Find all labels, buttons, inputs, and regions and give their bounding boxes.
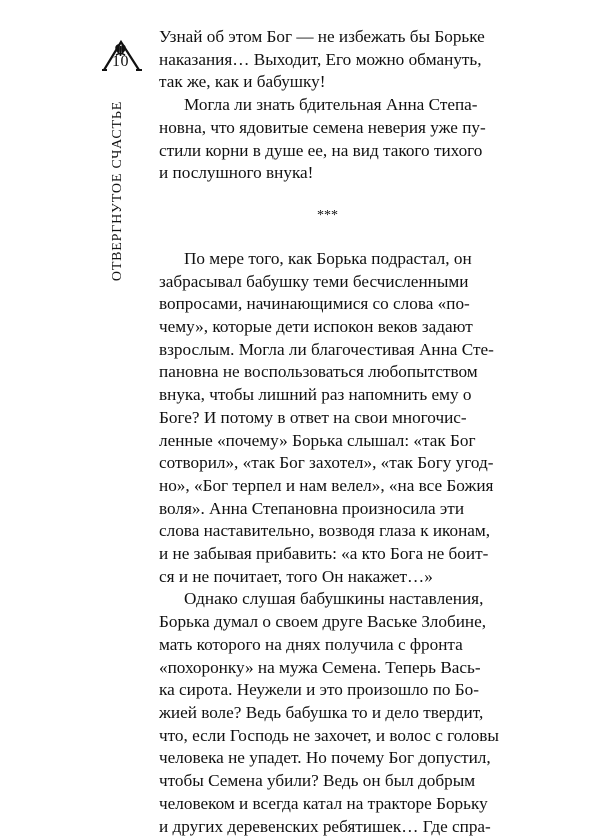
- paragraph-3-line-10: сотворил», «так Бог захотел», «так Богу угод-: [159, 452, 496, 475]
- paragraph-4-line-9: чтобы Семена убили? Ведь он был добрым: [159, 770, 496, 793]
- paragraph-2-line-2: новна, что ядовитые семена неверия уже пу-: [159, 117, 496, 140]
- paragraph-3-line-6: пановна не воспользоваться любопытством: [159, 361, 496, 384]
- paragraph-3-line-9: ленные «почему» Борька слышал: «так Бог: [159, 430, 496, 453]
- paragraph-3-line-14: и не забывая прибавить: «а кто Бога не боит-: [159, 543, 496, 566]
- paragraph-4-line-10: человеком и всегда катал на тракторе Борьку: [159, 793, 496, 816]
- paragraph-4-line-5: ка сирота. Неужели и это произошло по Бо-: [159, 679, 496, 702]
- page-number: 10: [112, 54, 129, 70]
- paragraph-4-line-6: жией воле? Ведь бабушка то и дело твердит,: [159, 702, 496, 725]
- paragraph-3-line-12: воля». Анна Степановна произносила эти: [159, 498, 496, 521]
- paragraph-4-line-7: что, если Господь не захочет, и волос с головы: [159, 725, 496, 748]
- paragraph-3-line-4: чему», которые дети испокон веков задают: [159, 316, 496, 339]
- paragraph-2-line-1: Могла ли знать бдительная Анна Степа-: [159, 94, 496, 117]
- paragraph-3-line-2: забрасывал бабушку теми бесчисленными: [159, 271, 496, 294]
- paragraph-3-line-15: ся и не почитает, того Он накажет…»: [159, 566, 496, 589]
- paragraph-1: [159, 26, 496, 94]
- section-separator: ***: [159, 196, 496, 237]
- paragraph-2-line-3: стили корни в душе ее, на вид такого тихого: [159, 140, 496, 163]
- paragraph-3-line-5: взрослым. Могла ли благочестивая Анна Сте-: [159, 339, 496, 362]
- paragraph-3-line-1: По мере того, как Борька подрастал, он: [159, 248, 496, 271]
- paragraph-1-line-3: так же, как и бабушку!: [159, 71, 496, 94]
- paragraph-2-line-4: и послушного внука!: [159, 162, 496, 185]
- paragraph-3-line-7: внука, чтобы лишний раз напомнить ему о: [159, 384, 496, 407]
- paragraph-3: [159, 248, 496, 589]
- paragraph-1-line-1: Узнай об этом Бог — не избежать бы Борьке: [159, 26, 496, 49]
- main-text-column: [159, 26, 496, 838]
- paragraph-3-line-3: вопросами, начинающимися со слова «по-: [159, 293, 496, 316]
- paragraph-4-line-3: мать которого на днях получила с фронта: [159, 634, 496, 657]
- paragraph-4: [159, 588, 496, 838]
- paragraph-4-line-4: «похоронку» на мужа Семена. Теперь Вась-: [159, 657, 496, 680]
- paragraph-4-line-8: человека не упадет. Но почему Бог допустил,: [159, 747, 496, 770]
- paragraph-4-line-11: и других деревенских ребятишек… Где спра-: [159, 816, 496, 838]
- paragraph-3-line-8: Боге? И потому в ответ на свои многочис-: [159, 407, 496, 430]
- paragraph-4-line-2: Борька думал о своем друге Ваське Злобине,: [159, 611, 496, 634]
- paragraph-1-line-2: наказания… Выходит, Его можно обмануть,: [159, 49, 496, 72]
- running-title: ОТВЕРГНУТОЕ СЧАСТЬЕ: [110, 96, 126, 286]
- paragraph-4-line-1: Однако слушая бабушкины наставления,: [159, 588, 496, 611]
- running-title-container: [104, 96, 132, 286]
- paragraph-3-line-11: но», «Бог терпел и нам велел», «на все Божия: [159, 475, 496, 498]
- paragraph-2: [159, 94, 496, 185]
- paragraph-3-line-13: слова наставительно, возводя глаза к иконам,: [159, 520, 496, 543]
